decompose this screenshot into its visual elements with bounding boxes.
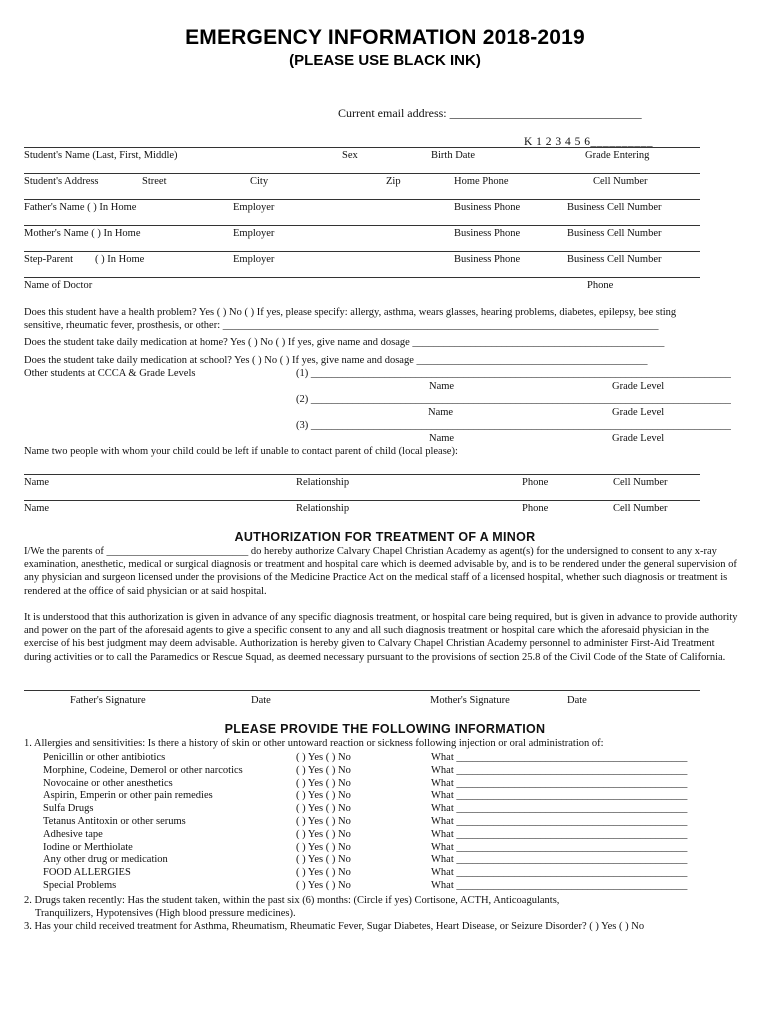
contact-1-cell-label: Cell Number xyxy=(613,477,668,488)
signature-line[interactable] xyxy=(24,690,700,691)
cell-number-label: Cell Number xyxy=(593,176,648,187)
father-business-phone-label: Business Phone xyxy=(454,202,521,213)
allergy-what-field[interactable]: What ____________________________________________ xyxy=(431,880,688,891)
father-signature-date-label: Date xyxy=(251,695,271,706)
two-people-question: Name two people with whom your child could be left if unable to contact parent of child (local please): xyxy=(24,446,458,457)
street-label: Street xyxy=(142,176,167,187)
step-employer-label: Employer xyxy=(233,254,275,265)
other-students-label: Other students at CCCA & Grade Levels xyxy=(24,368,196,379)
allergy-yes-no-checkbox[interactable]: ( ) Yes ( ) No xyxy=(296,841,351,853)
other-student-3-name-label: Name xyxy=(429,433,455,444)
father-line[interactable] xyxy=(24,199,700,200)
step-parent-label: Step-Parent xyxy=(24,254,73,265)
mother-business-phone-label: Business Phone xyxy=(454,228,521,239)
drugs-recent-question[interactable]: 2. Drugs taken recently: Has the student taken, within the past six (6) months: (Circle if yes) Cortisone, ACTH, Anticoagulants, xyxy=(24,895,560,906)
father-signature-label: Father's Signature xyxy=(70,695,146,706)
mother-line[interactable] xyxy=(24,225,700,226)
contact-2-name-label: Name xyxy=(24,503,50,514)
contact-2-phone-label: Phone xyxy=(522,503,549,514)
allergy-what-field[interactable]: What ____________________________________________ xyxy=(431,764,688,776)
allergy-what-field[interactable]: What ____________________________________________ xyxy=(431,828,688,840)
allergy-yes-no-checkbox[interactable]: ( ) Yes ( ) No xyxy=(296,764,351,776)
authorization-paragraph-1: I/We the parents of ___________________________ do hereby authorize Calvary Chapel Christian Academy as agent(s) for the undersigned to consent to any x-ray examination, anesthetic, medical or surgical diagnosis or treatment and hospital care which is deemed advisable by, and is to be rendered under the general supervision of any physician and surgeon licensed under the provisions of the Medicine Practice Act on the medical staff of a licensed hospital, whether such diagnosis or treatment is rendered at the office of said physician or at said hospital. xyxy=(24,546,737,597)
allergy-item-label: Aspirin, Emperin or other pain remedies xyxy=(43,790,213,802)
authorization-heading: AUTHORIZATION FOR TREATMENT OF A MINOR xyxy=(234,530,536,544)
allergy-yes-no-checkbox[interactable]: ( ) Yes ( ) No xyxy=(296,828,351,840)
step-business-cell-label: Business Cell Number xyxy=(567,254,662,265)
allergy-yes-no-checkbox[interactable]: ( ) Yes ( ) No xyxy=(296,790,351,802)
allergy-item-label: Novocaine or other anesthetics xyxy=(43,777,173,789)
step-in-home-label: ( ) In Home xyxy=(95,254,145,265)
allergy-item-label: Penicillin or other antibiotics xyxy=(43,752,166,763)
step-business-phone-label: Business Phone xyxy=(454,254,521,265)
grade-options[interactable]: K 1 2 3 4 5 6__________ xyxy=(524,136,654,148)
other-student-2-field[interactable]: (2) ________________________________________________________________________________ xyxy=(296,394,731,405)
allergy-what-field[interactable]: What ____________________________________________ xyxy=(431,777,688,789)
zip-label: Zip xyxy=(386,176,401,187)
other-student-1-name-label: Name xyxy=(429,381,455,392)
city-label: City xyxy=(250,176,269,187)
other-student-3-field[interactable]: (3) ________________________________________________________________________________ xyxy=(296,420,731,431)
allergy-yes-no-checkbox[interactable]: ( ) Yes ( ) No xyxy=(296,854,351,866)
email-field[interactable]: Current email address: ________________________________ xyxy=(338,106,642,120)
other-student-1-field[interactable]: (1) ________________________________________________________________________________ xyxy=(296,368,731,379)
allergy-yes-no-checkbox[interactable]: ( ) Yes ( ) No xyxy=(296,752,351,763)
doctor-name-label: Name of Doctor xyxy=(24,280,93,291)
other-student-1-grade-label: Grade Level xyxy=(612,381,665,392)
allergy-item-label: Sulfa Drugs xyxy=(43,803,94,815)
form-title: EMERGENCY INFORMATION 2018-2019 xyxy=(185,26,585,49)
allergy-item-label: Iodine or Merthiolate xyxy=(43,841,133,853)
allergy-what-field[interactable]: What ____________________________________________ xyxy=(431,854,688,866)
other-student-3-grade-label: Grade Level xyxy=(612,433,665,444)
mother-business-cell-label: Business Cell Number xyxy=(567,228,662,239)
birth-date-label: Birth Date xyxy=(431,150,476,161)
school-medication-question[interactable]: Does the student take daily medication at school? Yes ( ) No ( ) If yes, give name and dosage ____________________________________________ xyxy=(24,355,648,366)
allergy-what-field[interactable]: What ____________________________________________ xyxy=(431,816,688,827)
allergy-what-field[interactable]: What ____________________________________________ xyxy=(431,752,688,763)
contact-2-cell-label: Cell Number xyxy=(613,503,668,514)
other-student-2-grade-label: Grade Level xyxy=(612,407,665,418)
health-problem-question[interactable]: Does this student have a health problem? Yes ( ) No ( ) If yes, please specify: allergy, asthma, wears glasses, hearing problems, diabetes, epilepsy, bee sting xyxy=(24,307,677,318)
allergy-item-label: FOOD ALLERGIES xyxy=(43,867,131,879)
following-info-heading: PLEASE PROVIDE THE FOLLOWING INFORMATION xyxy=(224,722,546,736)
contact-1-line[interactable] xyxy=(24,474,700,475)
allergy-item-label: Special Problems xyxy=(43,880,117,891)
father-name-label: Father's Name ( ) In Home xyxy=(24,202,137,213)
contact-1-name-label: Name xyxy=(24,477,50,488)
grade-entering-label: Grade Entering xyxy=(585,150,650,161)
allergy-yes-no-checkbox[interactable]: ( ) Yes ( ) No xyxy=(296,816,351,827)
student-address-label: Student's Address xyxy=(24,176,99,187)
allergy-what-field[interactable]: What ____________________________________________ xyxy=(431,841,688,853)
mother-name-label: Mother's Name ( ) In Home xyxy=(24,228,141,239)
allergy-what-field[interactable]: What ____________________________________________ xyxy=(431,867,688,879)
contact-1-phone-label: Phone xyxy=(522,477,549,488)
allergy-item-label: Adhesive tape xyxy=(43,828,103,840)
drugs-recent-question-cont[interactable]: Tranquilizers, Hypotensives (High blood pressure medicines). xyxy=(35,908,296,919)
health-problem-other[interactable]: sensitive, rheumatic fever, prosthesis, or other: ___________________________________________________________________________________ xyxy=(24,320,659,331)
student-line[interactable] xyxy=(24,147,700,148)
allergy-yes-no-checkbox[interactable]: ( ) Yes ( ) No xyxy=(296,777,351,789)
mother-employer-label: Employer xyxy=(233,228,275,239)
other-student-2-name-label: Name xyxy=(428,407,454,418)
allergy-what-field[interactable]: What ____________________________________________ xyxy=(431,803,688,815)
allergies-question: 1. Allergies and sensitivities: Is there a history of skin or other untoward reaction or sickness following injection or oral administration of: xyxy=(24,738,604,749)
treatment-question[interactable]: 3. Has your child received treatment for Asthma, Rheumatism, Rheumatic Fever, Sugar Diabetes, Heart Disease, or Seizure Disorder? ( ) Yes ( ) No xyxy=(24,921,645,932)
contact-2-line[interactable] xyxy=(24,500,700,501)
allergy-item-label: Morphine, Codeine, Demerol or other narcotics xyxy=(43,764,243,776)
authorization-paragraph-2: It is understood that this authorization is given in advance of any specific diagnosis treatment, or hospital care being required, but is given in advance to provide authority and power on the part of the aforesaid agents to give a specific consent to any and all such diagnosis treatment or hospital care which the aforesaid physician in the exercise of his best judgment may deem advisable. Authorization is hereby given to Calvary Chapel Christian Academy personnel to administer First-Aid Treatment during activities or to call the Paramedics or Rescue Squad, as deemed necessary pursuant to the provisions of section 25.8 of the Civil Code of the State of California. xyxy=(24,612,738,663)
form-subtitle: (PLEASE USE BLACK INK) xyxy=(289,52,481,69)
student-name-label: Student's Name (Last, First, Middle) xyxy=(24,150,178,161)
allergy-yes-no-checkbox[interactable]: ( ) Yes ( ) No xyxy=(296,867,351,879)
home-phone-label: Home Phone xyxy=(454,176,509,187)
father-employer-label: Employer xyxy=(233,202,275,213)
contact-2-relationship-label: Relationship xyxy=(296,503,350,514)
home-medication-question[interactable]: Does the student take daily medication at home? Yes ( ) No ( ) If yes, give name and dosage ________________________________________________ xyxy=(24,337,665,348)
sex-label: Sex xyxy=(342,150,358,161)
father-business-cell-label: Business Cell Number xyxy=(567,202,662,213)
mother-signature-date-label: Date xyxy=(567,695,587,706)
doctor-phone-label: Phone xyxy=(587,280,614,291)
allergy-yes-no-checkbox[interactable]: ( ) Yes ( ) No xyxy=(296,880,351,891)
allergy-what-field[interactable]: What ____________________________________________ xyxy=(431,790,688,802)
address-line[interactable] xyxy=(24,173,700,174)
mother-signature-label: Mother's Signature xyxy=(430,695,510,706)
contact-1-relationship-label: Relationship xyxy=(296,477,350,488)
allergy-item-label: Any other drug or medication xyxy=(43,854,168,866)
allergy-item-label: Tetanus Antitoxin or other serums xyxy=(43,816,186,827)
step-parent-line[interactable] xyxy=(24,251,700,252)
allergy-yes-no-checkbox[interactable]: ( ) Yes ( ) No xyxy=(296,803,351,815)
doctor-line[interactable] xyxy=(24,277,700,278)
